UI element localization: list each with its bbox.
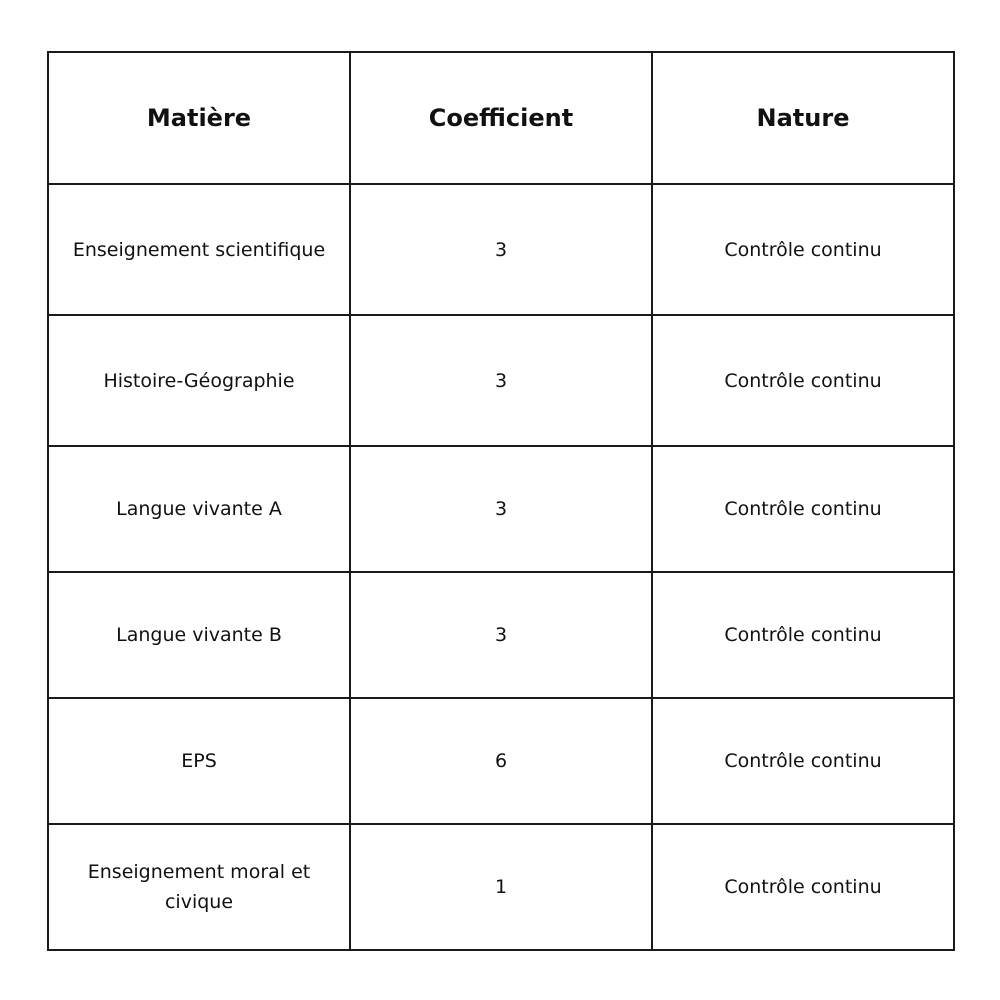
coefficient-cell: 3	[350, 315, 652, 446]
table-header-row	[48, 52, 954, 184]
table-row	[48, 446, 954, 572]
table-row	[48, 572, 954, 698]
coefficient-cell: 1	[350, 824, 652, 950]
coefficient-cell: 3	[350, 572, 652, 698]
coefficient-cell: 3	[350, 184, 652, 315]
nature-cell: Contrôle continu	[652, 315, 954, 446]
subject-cell: Enseignement scientifique	[48, 184, 350, 315]
table-row	[48, 315, 954, 446]
column-header-subject: Matière	[48, 52, 350, 184]
subject-cell: Histoire-Géographie	[48, 315, 350, 446]
table-row	[48, 698, 954, 824]
nature-cell: Contrôle continu	[652, 184, 954, 315]
table-row	[48, 824, 954, 950]
subject-cell: Enseignement moral et civique	[48, 824, 350, 950]
table-row	[48, 184, 954, 315]
coefficient-cell: 6	[350, 698, 652, 824]
subject-cell: EPS	[48, 698, 350, 824]
subject-cell: Langue vivante B	[48, 572, 350, 698]
nature-cell: Contrôle continu	[652, 824, 954, 950]
nature-cell: Contrôle continu	[652, 446, 954, 572]
coefficient-cell: 3	[350, 446, 652, 572]
nature-cell: Contrôle continu	[652, 572, 954, 698]
subject-cell: Langue vivante A	[48, 446, 350, 572]
nature-cell: Contrôle continu	[652, 698, 954, 824]
coefficients-table	[47, 51, 955, 951]
column-header-nature: Nature	[652, 52, 954, 184]
column-header-coefficient: Coefficient	[350, 52, 652, 184]
